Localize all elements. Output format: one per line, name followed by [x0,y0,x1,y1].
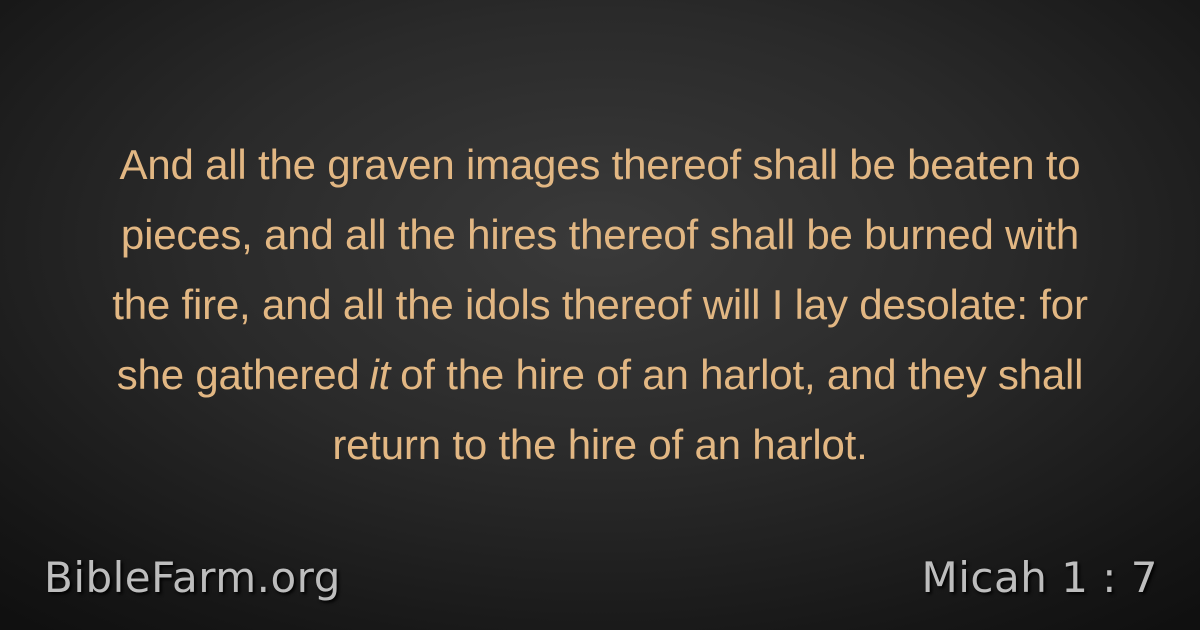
verse-line-5: return to the hire of an harlot. [332,421,868,468]
verse-line-4-start: she gathered [116,351,360,398]
verse-reference: Micah 1 : 7 [921,553,1158,602]
verse-line-2: pieces, and all the hires thereof shall be burned with [120,211,1080,258]
verse-line-3: the fire, and all the idols thereof will I lay desolate: for [112,281,1088,328]
verse-line-1: And all the graven images thereof shall be beaten to [119,141,1081,188]
verse-line-4-end: of the hire of an harlot, and they shall [400,351,1084,398]
site-name: BibleFarm.org [44,553,341,602]
verse-italic-word: it [369,351,391,398]
verse-text [40,130,1160,480]
verse-container [40,130,1160,480]
verse-line-4 [40,340,1160,410]
